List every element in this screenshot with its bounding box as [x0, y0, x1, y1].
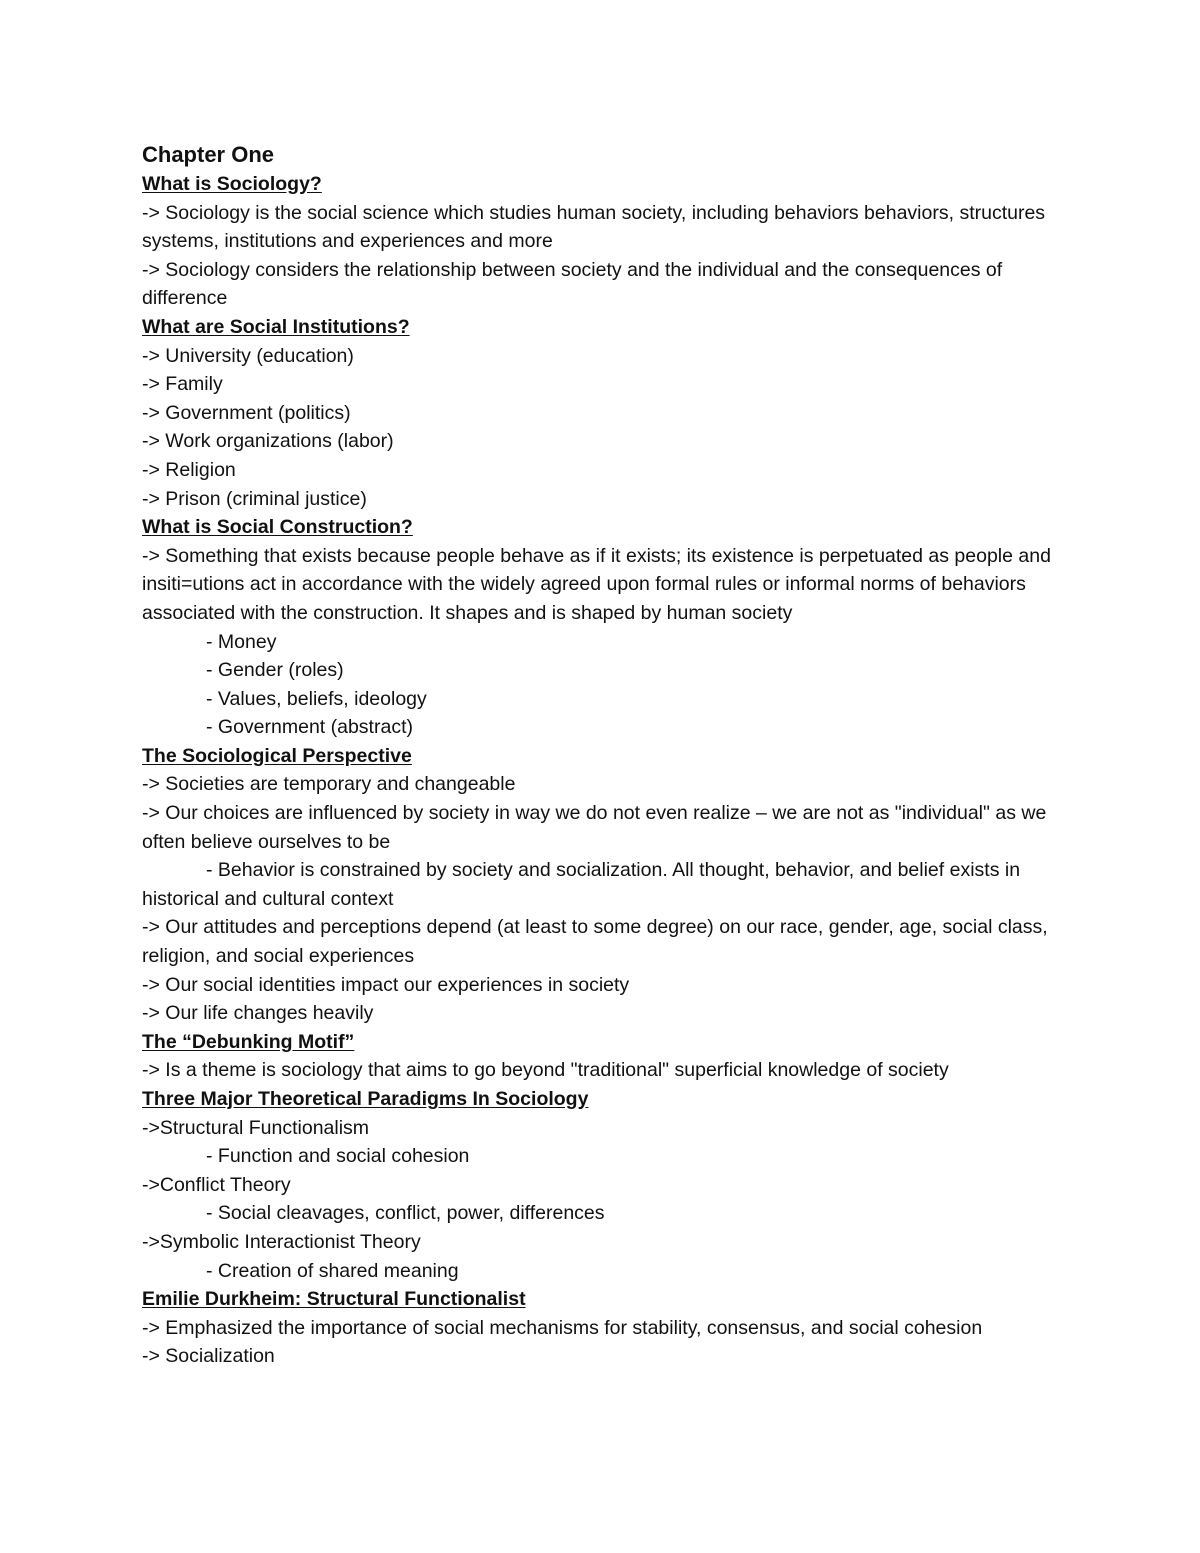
document-lines: [142, 170, 1072, 1371]
body-line: -> Societies are temporary and changeable: [142, 773, 516, 796]
body-line: ->Symbolic Interactionist Theory: [142, 1230, 421, 1253]
sub-bullet-line: - Money: [206, 630, 277, 653]
section-heading: The “Debunking Motif”: [142, 1030, 355, 1053]
section-heading: Three Major Theoretical Paradigms In Sociology: [142, 1088, 589, 1110]
body-line: -> Sociology is the social science which studies human society, including behaviors behaviors, structures systems, institutions and experiences and more: [142, 201, 1046, 253]
body-line: -> Is a theme is sociology that aims to go beyond "traditional" superficial knowledge of society: [142, 1059, 949, 1082]
sub-bullet-line: - Values, beliefs, ideology: [206, 687, 427, 710]
sub-bullet-line: - Social cleavages, conflict, power, differences: [206, 1202, 605, 1225]
body-line: -> Government (politics): [142, 401, 351, 424]
chapter-title: Chapter One: [142, 142, 275, 167]
body-line: -> Prison (criminal justice): [142, 487, 367, 510]
body-line: -> Work organizations (labor): [142, 430, 394, 453]
sub-bullet-line: - Creation of shared meaning: [206, 1259, 459, 1282]
body-line: -> Sociology considers the relationship between society and the individual and the consequences of difference: [142, 258, 1003, 310]
body-line: -> Emphasized the importance of social mechanisms for stability, consensus, and social cohesion: [142, 1316, 983, 1339]
body-line: -> University (education): [142, 344, 354, 367]
section-heading: Emilie Durkheim: Structural Functionalist: [142, 1288, 526, 1311]
body-line: -> Family: [142, 373, 223, 396]
body-line: -> Our choices are influenced by society in way we do not even realize – we are not as "individual" as we often believe ourselves to be: [142, 802, 1047, 853]
section-heading: What are Social Institutions?: [142, 315, 410, 338]
indented-paragraph-line: - Behavior is constrained by society and socialization. All thought, behavior, and belief exists in historical and cultural context: [142, 859, 1021, 910]
body-line: -> Our attitudes and perceptions depend (at least to some degree) on our race, gender, age, social class, religion, and social experiences: [142, 916, 1048, 968]
document-body: [142, 140, 1072, 1371]
body-line: ->Conflict Theory: [142, 1173, 291, 1196]
sub-bullet-line: - Function and social cohesion: [206, 1145, 470, 1168]
body-line: -> Our life changes heavily: [142, 1002, 374, 1025]
body-line: -> Our social identities impact our experiences in society: [142, 973, 630, 996]
section-heading: What is Sociology?: [142, 173, 322, 195]
body-line: ->Structural Functionalism: [142, 1116, 370, 1139]
body-line: -> Socialization: [142, 1345, 275, 1368]
sub-bullet-line: - Gender (roles): [206, 659, 344, 682]
section-heading: The Sociological Perspective: [142, 744, 412, 767]
sub-bullet-line: - Government (abstract): [206, 716, 413, 739]
section-heading: What is Social Construction?: [142, 516, 413, 539]
body-line: -> Something that exists because people behave as if it exists; its existence is perpetuated as people and insiti=utions act in accordance with the widely agreed upon formal rules or informal norms of behaviors associated with the construction. It shapes and is shaped by human society: [142, 544, 1051, 624]
body-line: -> Religion: [142, 458, 236, 481]
